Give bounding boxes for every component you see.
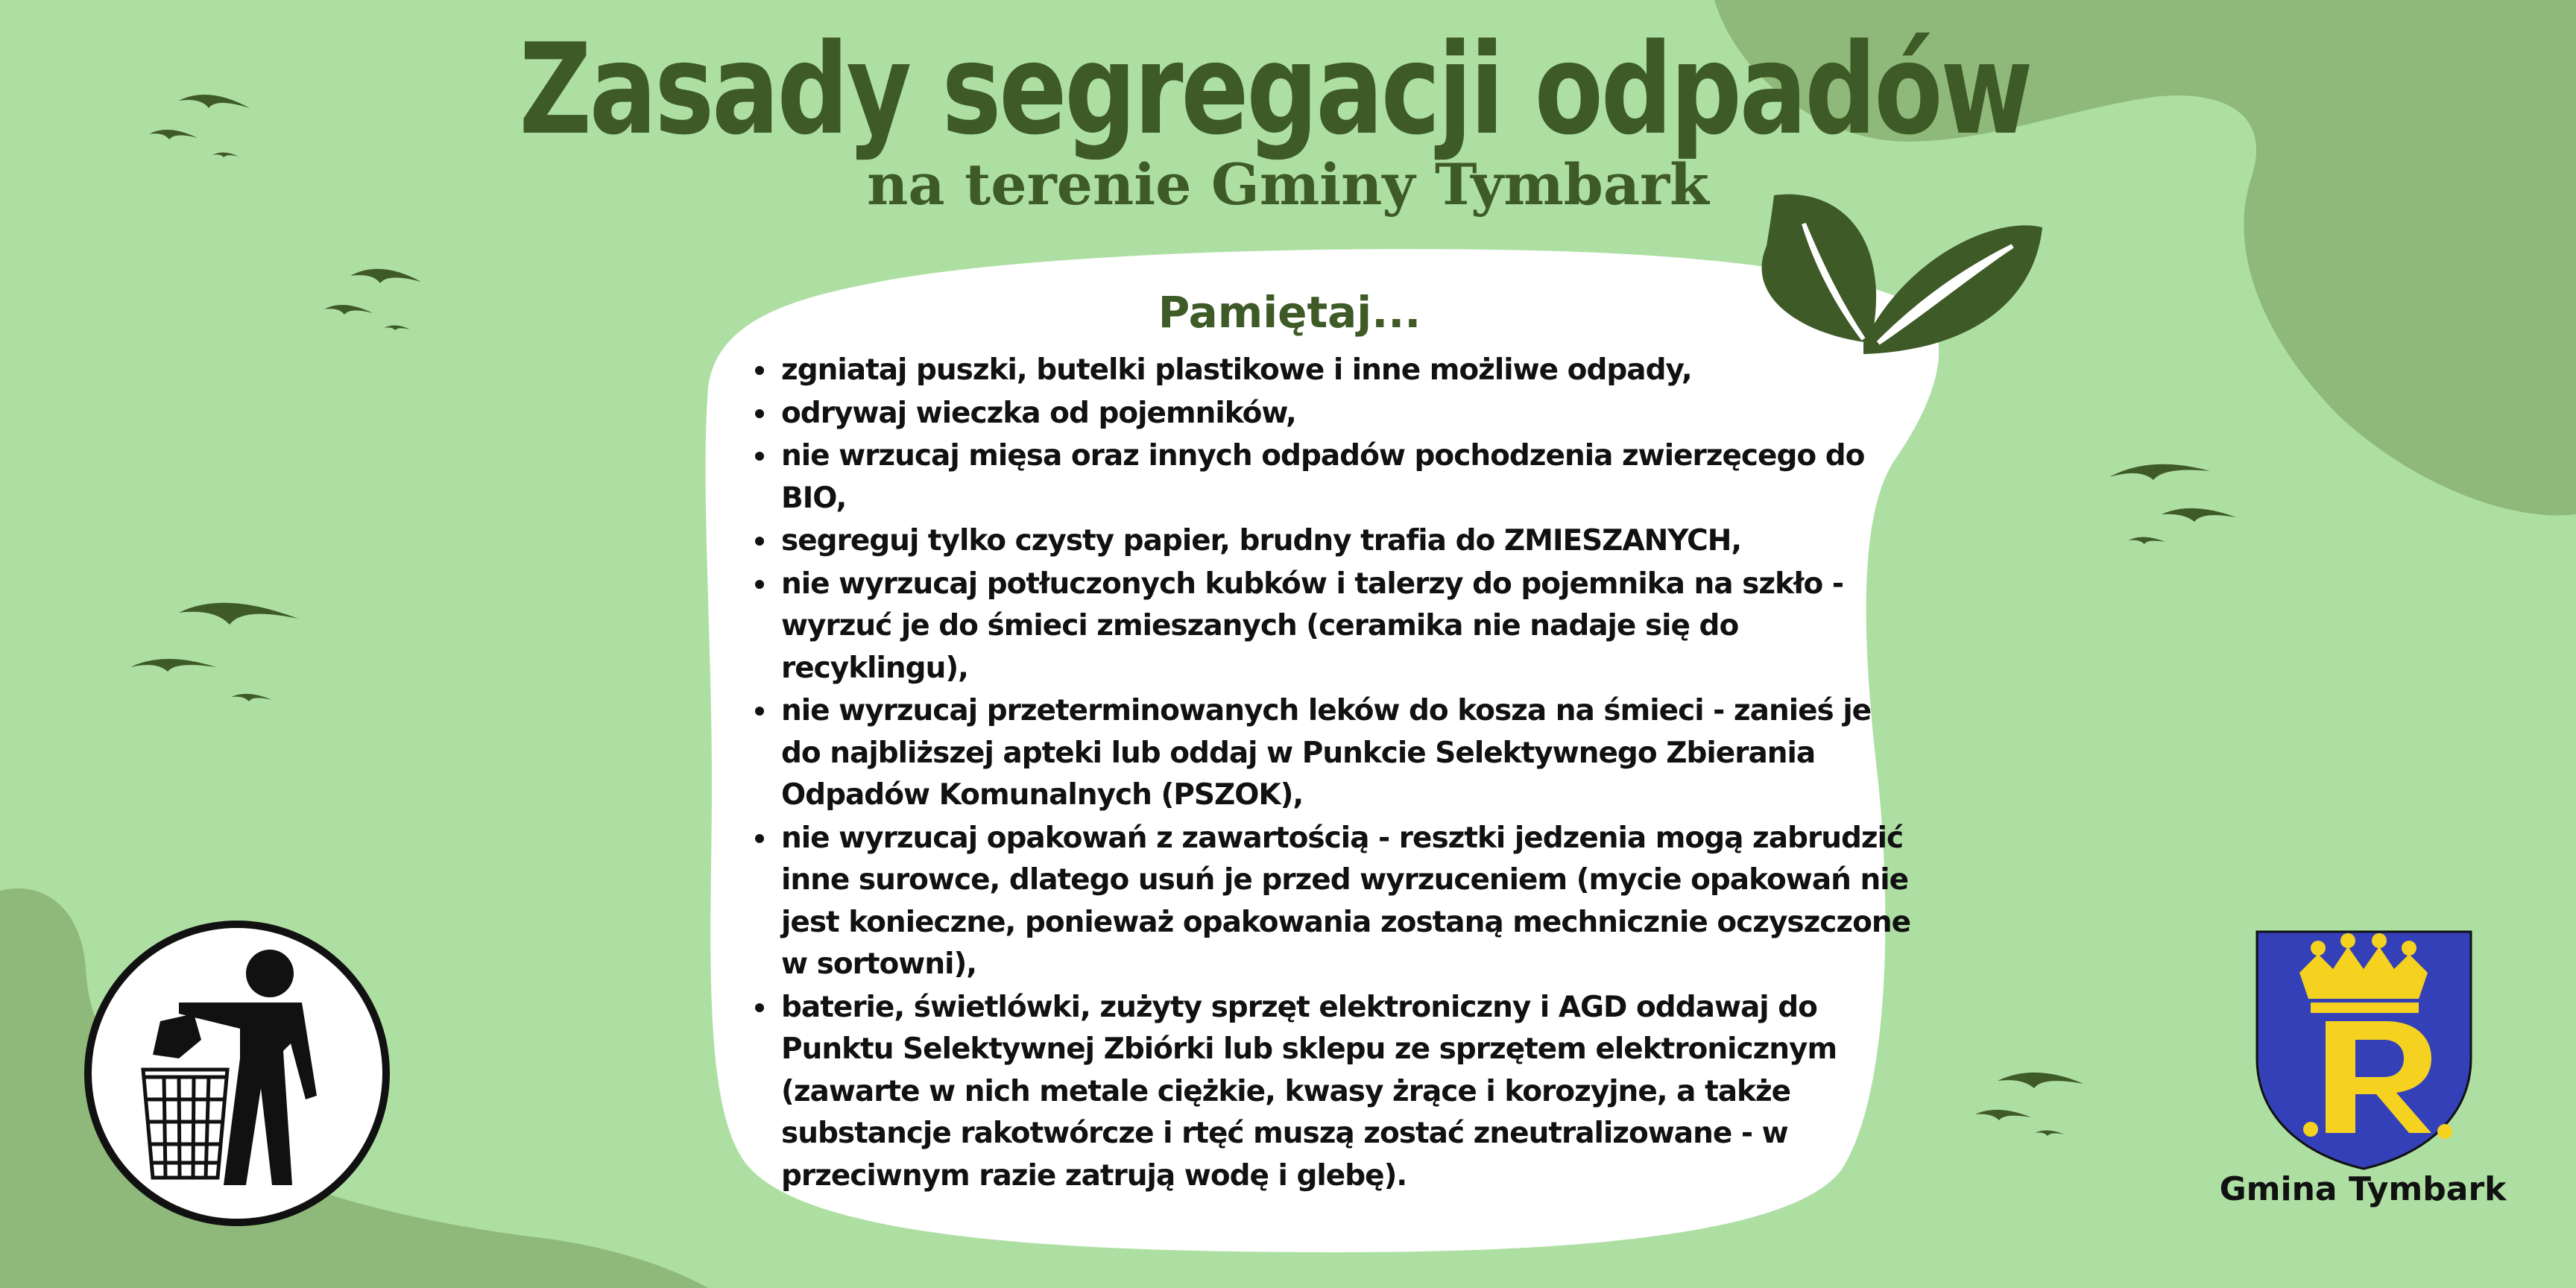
list-item: • odrywaj wieczka od pojemników, <box>778 392 1911 435</box>
list-item: • nie wyrzucaj przeterminowanych leków do kosza na śmieci - zanieś je do najbliższej apteki lub oddaj w Punkcie Selektywnego Zbierania Odpadów Komunalnych (PSZOK), <box>778 689 1911 817</box>
list-item: • nie wrzucaj mięsa oraz innych odpadów pochodzenia zwierzęcego do BIO, <box>778 435 1911 520</box>
rules-list <box>745 349 1911 1197</box>
list-item: • nie wyrzucaj potłuczonych kubków i talerzy do pojemnika na szkło - wyrzuć je do śmieci zmieszanych (ceramika nie nadaje się do recyklingu), <box>778 563 1911 690</box>
card-heading: Pamiętaj... <box>1158 287 1421 338</box>
list-item: • baterie, świetlówki, zużyty sprzęt elektroniczny i AGD oddawaj do Punktu Selektywnej Zbiórki lub sklepu ze sprzętem elektronicznym (zawarte w nich metale ciężkie, kwasy żrące i korozyjne, a także substancje rakotwórcze i rtęć muszą zostać zneutralizowane - w przeciwnym razie zatrują wodę i glebę). <box>778 986 1911 1198</box>
page-subtitle: na terenie Gminy Tymbark <box>867 151 1709 218</box>
list-item: • segreguj tylko czysty papier, brudny trafia do ZMIESZANYCH, <box>778 520 1911 563</box>
page-title: Zasady segregacji odpadów <box>519 16 2031 162</box>
logo-caption: Gmina Tymbark <box>2219 1170 2507 1208</box>
list-item: • zgniataj puszki, butelki plastikowe i inne możliwe odpady, <box>778 349 1911 392</box>
list-item: • nie wyrzucaj opakowań z zawartością - resztki jedzenia mogą zabrudzić inne surowce, dlatego usuń je przed wyrzuceniem (mycie opakowań nie jest konieczne, ponieważ opakowania zostaną mechnicznie oczyszczone w sortowni), <box>778 817 1911 986</box>
